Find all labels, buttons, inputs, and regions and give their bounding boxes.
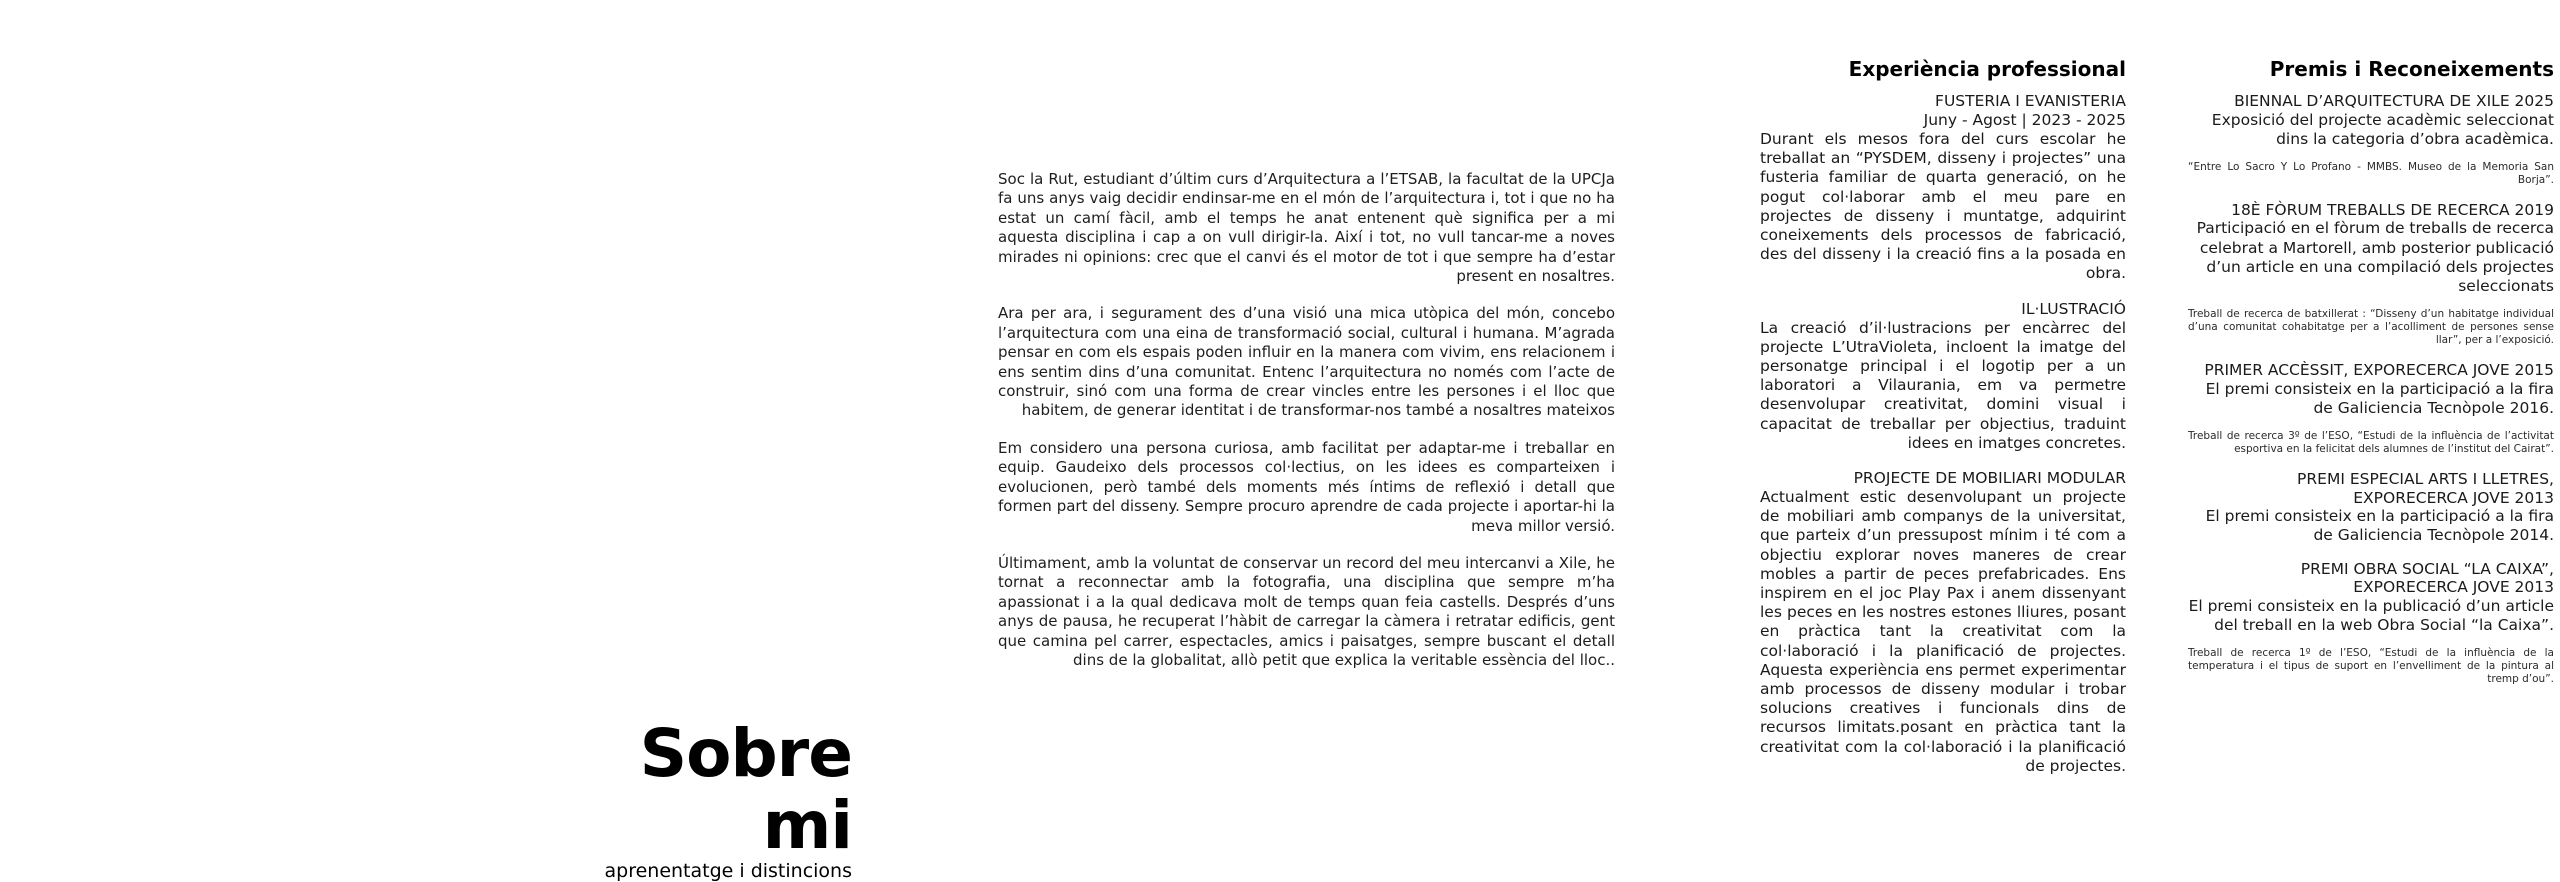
award-description: Exposició del projecte acadèmic seleccionat dins la categoria d’obra acadèmica. bbox=[2211, 110, 2554, 148]
about-paragraph: Soc la Rut, estudiant d’últim curs d’Arquitectura a l’ETSAB, la facultat de la UPCJa fa uns anys vaig decidir endinsar-me en el món de l’arquitectura i, tot i que no ha estat un camí fàcil, amb el temps he anat entenent què significa per a mi aquesta disciplina i cap a on vull dirigir-la. Així i tot, no vull tancar-me a noves mirades ni opinions: crec que el canvi és el motor de tot i que sempre ha d’estar present en nosaltres. bbox=[998, 170, 1615, 286]
experience-description: La creació d’il·lustracions per encàrrec del projecte L’UtraVioleta, incloent la imatge del personatge principal i el logotip per a un laboratori a Vilaurania, em va permetre desenvolupar creativitat, domini visual i capacitat de treballar per objectius, traduint idees en imatges concretes. bbox=[1760, 318, 2126, 452]
experience-heading: Experiència professional bbox=[1848, 57, 2126, 81]
awards-section bbox=[2188, 56, 2554, 700]
experience-title: FUSTERIA I EVANISTERIA bbox=[1935, 92, 2126, 110]
experience-title: IL·LUSTRACIÓ bbox=[2021, 299, 2126, 318]
award-description: El premi consisteix en la publicació d’un article del treball en la web Obra Social “la Caixa”. bbox=[2188, 596, 2554, 634]
award-item bbox=[2188, 470, 2554, 545]
page-title: Sobre mi bbox=[639, 715, 852, 864]
title-block bbox=[540, 715, 852, 882]
award-item bbox=[2188, 560, 2554, 686]
experience-item bbox=[1760, 92, 2126, 284]
award-title: 18È FÒRUM TREBALLS DE RECERCA 2019 bbox=[2231, 200, 2554, 219]
experience-description: Durant els mesos fora del curs escolar he treballat an “PYSDEM, disseny i projectes” una fusteria familiar de quarta generació, on he pogut col·laborar amb el meu pare en projectes de disseny i muntatge, adquirint coneixements dels processos de fabricació, des del disseny i la creació fins a la posada en obra. bbox=[1760, 130, 2126, 283]
award-title: PREMI ESPECIAL ARTS I LLETRES, EXPORECERCA JOVE 2013 bbox=[2297, 470, 2554, 507]
award-note: Treball de recerca de batxillerat : “Disseny d’un habitatge individual d’una comunitat cohabitatge per a l’acolliment de persones sense llar”, per a l’exposició. bbox=[2188, 308, 2554, 347]
award-description: El premi consisteix en la participació a la fira de Galiciencia Tecnòpole 2016. bbox=[2205, 379, 2554, 417]
about-section bbox=[998, 170, 1615, 688]
awards-heading: Premis i Reconeixements bbox=[2269, 57, 2554, 81]
experience-description: Actualment estic desenvolupant un projecte de mobiliari amb companys de la universitat, que parteix d’un pressupost mínim i té com a objectiu explorar noves maneres de crear mobles a partir de peces prefabricades. Ens inspirem en el joc Play Pax i anem dissenyant les peces en les nostres estones lliures, posant en pràctica tant la creativitat com la col·laboració i la planificació de projectes. Aquesta experiència ens permet experimentar amb processos de disseny modular i trobar solucions creatives i funcionals dins de recursos limitats.posant en pràctica tant la creativitat com la col·laboració i la planificació de projectes. bbox=[1760, 488, 2126, 775]
award-item bbox=[2188, 92, 2554, 187]
award-item bbox=[2188, 201, 2554, 347]
about-paragraph: Em considero una persona curiosa, amb facilitat per adaptar-me i treballar en equip. Gaudeixo dels processos col·lectius, on les idees es comparteixen i evolucionen, però també dels moments més íntims de reflexió i detall que formen part del disseny. Sempre procuro aprendre de cada projecte i aportar-hi la meva millor versió. bbox=[998, 438, 1615, 535]
award-note: “Entre Lo Sacro Y Lo Profano - MMBS. Museo de la Memoria San Borja”. bbox=[2188, 160, 2554, 186]
about-paragraph: Últimament, amb la voluntat de conservar un record del meu intercanvi a Xile, he tornat a reconnectar amb la fotografia, una disciplina que sempre m’ha apassionat i a la qual dedicava molt de temps quan feia castells. Després d’uns anys de pausa, he recuperat l’hàbit de carregar la càmera i retratar edificis, gent que camina pel carrer, espectacles, amics i paisatges, sempre buscant el detall dins de la globalitat, allò petit que explica la veritable essència del lloc.. bbox=[998, 553, 1615, 669]
award-title: BIENNAL D’ARQUITECTURA DE XILE 2025 bbox=[2234, 92, 2554, 110]
award-description: Participació en el fòrum de treballs de recerca celebrat a Martorell, amb posterior publicació d’un article en una compilació dels projectes seleccionats bbox=[2196, 219, 2554, 296]
award-note: Treball de recerca 1º de l’ESO, “Estudi de la influència de la temperatura i el tipus de suport en l’envelliment de la pintura al tremp d’ou”. bbox=[2188, 646, 2554, 685]
experience-section bbox=[1760, 56, 2126, 792]
about-paragraph: Ara per ara, i segurament des d’una visió una mica utòpica del món, concebo l’arquitectura com una eina de transformació social, cultural i humana. M’agrada pensar en com els espais poden influir en la manera com vivim, ens relacionem i ens sentim dins d’una comunitat. Entenc l’arquitectura no només com l’acte de construir, sinó com una forma de crear vincles entre les persones i el lloc que habitem, de generar identitat i de transformar-nos també a nosaltres mateixos bbox=[998, 304, 1615, 420]
experience-item bbox=[1760, 469, 2126, 776]
experience-date: Juny - Agost | 2023 - 2025 bbox=[1923, 111, 2126, 129]
award-note: Treball de recerca 3º de l’ESO, “Estudi de la influència de l’activitat esportiva en la felicitat dels alumnes de l’institut del Cairat”. bbox=[2188, 430, 2554, 456]
page-subtitle: aprenentatge i distincions bbox=[604, 860, 852, 882]
award-item bbox=[2188, 361, 2554, 456]
award-title: PRIMER ACCÈSSIT, EXPORECERCA JOVE 2015 bbox=[2204, 361, 2554, 380]
experience-item bbox=[1760, 300, 2126, 453]
award-title: PREMI OBRA SOCIAL “LA CAIXA”, EXPORECERCA JOVE 2013 bbox=[2300, 559, 2554, 597]
experience-title: PROJECTE DE MOBILIARI MODULAR bbox=[1853, 469, 2126, 488]
award-description: El premi consisteix en la participació a la fira de Galiciencia Tecnòpole 2014. bbox=[2205, 507, 2554, 545]
